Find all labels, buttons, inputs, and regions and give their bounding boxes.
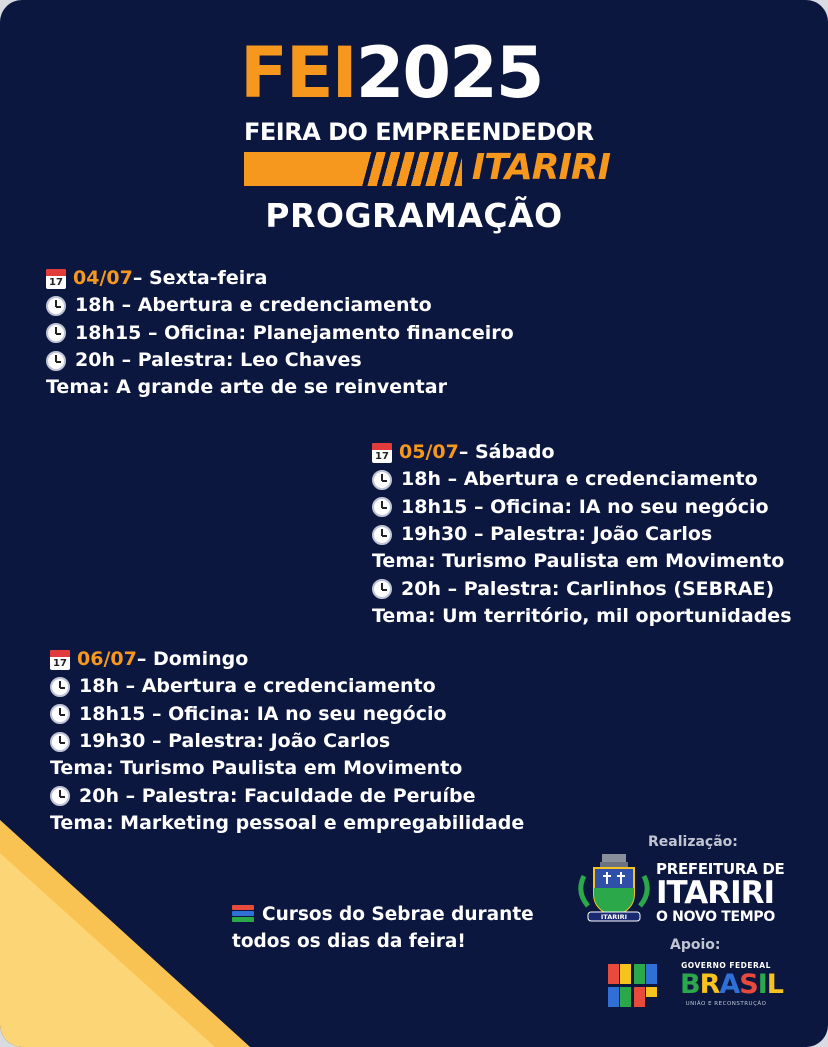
apoio-label: Apoio: — [670, 937, 721, 953]
calendar-icon — [50, 650, 70, 670]
schedule-line — [372, 494, 792, 521]
day-header — [50, 646, 524, 673]
gov-brand-letter: A — [719, 969, 740, 1000]
memp-logo — [608, 964, 658, 1008]
schedule-text: 18h15 – Oficina: IA no seu negócio — [79, 702, 447, 725]
schedule-line — [46, 292, 514, 319]
pref-line3: O NOVO TEMPO — [656, 909, 775, 925]
calendar-icon — [46, 269, 66, 289]
schedule-text: 20h – Palestra: Faculdade de Peruíbe — [79, 784, 476, 807]
calendar-icon — [372, 443, 392, 463]
day-block-1 — [46, 265, 514, 401]
theme-text: Tema: Marketing pessoal e empregabilidade — [50, 811, 525, 834]
day-header — [372, 439, 792, 466]
sebrae-note — [232, 900, 534, 956]
clock-icon — [372, 470, 392, 490]
clock-icon — [50, 786, 70, 806]
logo-city: ITARIRI — [471, 147, 610, 188]
gov-brand-letter: I — [757, 969, 767, 1000]
gov-brand-letter: S — [739, 969, 758, 1000]
gov-line1: GOVERNO FEDERAL — [681, 961, 771, 970]
sebrae-line2: todos os dias da feira! — [232, 931, 466, 952]
theme-text: Tema: Turismo Paulista em Movimento — [372, 550, 785, 573]
prefeitura-logo — [656, 862, 784, 924]
schedule-line — [50, 701, 524, 728]
logo-city-bar — [244, 147, 610, 188]
day-weekday: – Sábado — [458, 441, 555, 464]
schedule-line — [50, 728, 524, 755]
pref-line2: ITARIRI — [656, 875, 775, 911]
schedule-line — [50, 782, 524, 809]
logo-stripes — [362, 152, 462, 186]
schedule-text: 20h – Palestra: Carlinhos (SEBRAE) — [401, 577, 775, 600]
day-date: 04/07 — [73, 267, 133, 290]
governo-federal-logo — [680, 961, 784, 1011]
schedule-text: 19h30 – Palestra: João Carlos — [401, 523, 713, 546]
day-block-2 — [372, 439, 792, 630]
logo-fei-text: FEI — [240, 32, 356, 114]
clock-icon — [372, 579, 392, 599]
schedule-text: 18h15 – Oficina: Planejamento financeiro — [75, 321, 514, 344]
theme-line — [46, 374, 514, 401]
theme-line — [50, 755, 524, 782]
schedule-line — [46, 347, 514, 374]
gov-brand — [680, 969, 784, 1000]
theme-line — [372, 548, 792, 575]
clock-icon — [372, 497, 392, 517]
clock-icon — [372, 525, 392, 545]
day-date: 06/07 — [77, 648, 137, 671]
books-icon — [232, 905, 254, 923]
day-weekday: – Sexta-feira — [132, 267, 268, 290]
day-weekday: – Domingo — [136, 648, 249, 671]
day-block-3 — [50, 646, 524, 837]
fei-2025-logo — [240, 32, 543, 114]
gov-brand-letter: B — [680, 969, 700, 1000]
clock-icon — [50, 704, 70, 724]
logo-stripe-block — [244, 152, 362, 186]
clock-icon — [50, 677, 70, 697]
schedule-text: 18h – Abertura e credenciamento — [75, 294, 432, 317]
day-header — [46, 265, 514, 292]
schedule-line — [372, 575, 792, 602]
theme-text: Tema: A grande arte de se reinventar — [46, 376, 447, 399]
theme-text: Tema: Turismo Paulista em Movimento — [50, 757, 463, 780]
gov-brand-letter: L — [766, 969, 784, 1000]
schedule-line — [372, 521, 792, 548]
theme-line — [50, 810, 524, 837]
schedule-text: 18h – Abertura e credenciamento — [79, 675, 436, 698]
logo-year-text: 2025 — [355, 32, 543, 114]
schedule-text: 18h15 – Oficina: IA no seu negócio — [401, 495, 769, 518]
gov-brand-letter: R — [699, 969, 720, 1000]
gov-line2: UNIÃO E RECONSTRUÇÃO — [685, 1001, 767, 1007]
pref-line1: PREFEITURA DE — [656, 860, 785, 878]
schedule-text: 19h30 – Palestra: João Carlos — [79, 730, 391, 753]
clock-icon — [50, 732, 70, 752]
clock-icon — [46, 323, 66, 343]
schedule-text: 20h – Palestra: Leo Chaves — [75, 349, 362, 372]
schedule-line — [46, 320, 514, 347]
schedule-line — [50, 673, 524, 700]
day-date: 05/07 — [399, 441, 459, 464]
sebrae-line — [232, 900, 534, 928]
theme-text: Tema: Um território, mil oportunidades — [372, 604, 792, 627]
clock-icon — [46, 351, 66, 371]
realizacao-label: Realização: — [648, 834, 738, 850]
clock-icon — [46, 296, 66, 316]
sebrae-line1: Cursos do Sebrae durante — [262, 903, 534, 925]
page-title: PROGRAMAÇÃO — [265, 196, 563, 235]
schedule-text: 18h – Abertura e credenciamento — [401, 468, 758, 491]
logo-subtitle: FEIRA DO EMPREENDEDOR — [244, 118, 594, 146]
itariri-crest-logo — [578, 852, 650, 924]
svg-text:ITARIRI: ITARIRI — [600, 913, 628, 921]
schedule-line — [372, 466, 792, 493]
theme-line — [372, 603, 792, 630]
